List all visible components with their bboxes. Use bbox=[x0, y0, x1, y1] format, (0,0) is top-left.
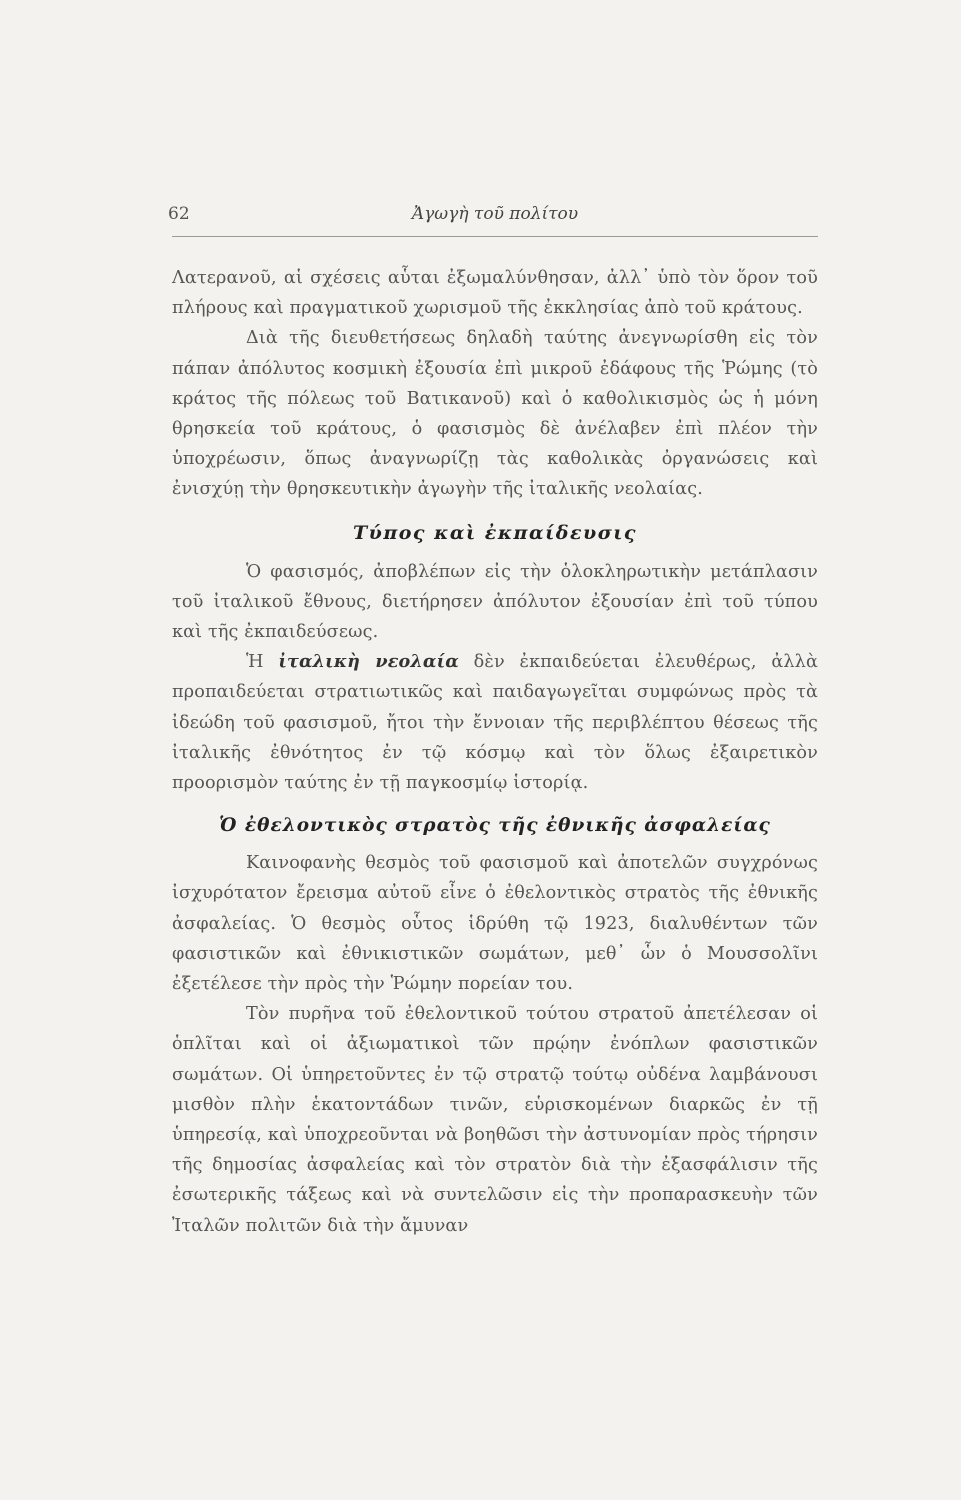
page-number: 62 bbox=[168, 204, 190, 224]
page-header bbox=[168, 196, 818, 237]
paragraph-militia-duties: Τὸν πυρῆνα τοῦ ἐθελοντικοῦ τούτου στρατοῦ ἀπετέλεσαν οἱ ὁπλῖται καὶ οἱ ἀξιωματικοὶ τῶν πρῴην ἐνόπλων φασιστικῶν σωμάτων. Οἱ ὑπηρετοῦντες ἐν τῷ στρατῷ τούτῳ οὐδένα λαμβάνουσι μισθὸν πλὴν ἑκατοντάδων τινῶν, εὑρισκομένων διαρκῶς ἐν τῇ ὑπηρεσίᾳ, καὶ ὑποχρεοῦνται νὰ βοηθῶσι τὴν ἀστυνομίαν πρὸς τήρησιν τῆς δημοσίας ἀσφαλείας καὶ τὸν στρατὸν διὰ τὴν ἐξασφάλισιν τῆς ἐσωτερικῆς τάξεως καὶ νὰ συντελῶσιν εἰς τὴν προπαρασκευὴν τῶν Ἰταλῶν πολιτῶν διὰ τὴν ἄμυναν bbox=[172, 1004, 818, 1236]
section-heading-press-education: Τύπος καὶ ἐκπαίδευσις bbox=[353, 521, 637, 544]
paragraph-italian-youth bbox=[172, 647, 818, 798]
paragraph-press-control: Ὁ φασισμός, ἀποβλέπων εἰς τὴν ὁλοκληρωτικὴν μετάπλασιν τοῦ ἰταλικοῦ ἔθνους, διετήρησεν ἀπόλυτον ἐξουσίαν ἐπὶ τοῦ τύπου καὶ τῆς ἐκπαιδεύσεως. bbox=[172, 561, 818, 643]
book-page bbox=[168, 196, 818, 1241]
paragraph-militia-founding: Καινοφανὴς θεσμὸς τοῦ φασισμοῦ καὶ ἀποτελῶν συγχρόνως ἰσχυρότατον ἔρεισμα αὐτοῦ εἶνε ὁ ἐθελοντικὸς στρατὸς τῆς ἐθνικῆς ἀσφαλείας. Ὁ θεσμὸς οὗτος ἱδρύθη τῷ 1923, διαλυθέντων τῶν φασιστικῶν καὶ ἐθνικιστικῶν σωμάτων, μεθ᾿ ὧν ὁ Μουσσολῖνι ἐξετέλεσε τὴν πρὸς τὴν Ῥώμην πορείαν του. bbox=[172, 853, 818, 995]
page-body bbox=[172, 263, 818, 1241]
italian-youth-text: δὲν ἐκπαιδεύεται ἐλευθέρως, ἀλλὰ προπαιδεύεται στρατιωτικῶς καὶ παιδαγωγεῖται συμφώνως πρὸς τὰ ἰδεώδη τοῦ φασισμοῦ, ἤτοι τὴν ἔννοιαν τῆς περιβλέπτου θέσεως τῆς ἰταλικῆς ἐθνότητος ἐν τῷ κόσμῳ καὶ τὸν ὅλως ἐξαιρετικὸν προορισμὸν ταύτης ἐν τῇ παγκοσμίῳ ἱστορίᾳ. bbox=[172, 652, 818, 794]
italian-youth-article: Ἡ bbox=[246, 652, 264, 673]
section-heading-volunteer-army: Ὁ ἐθελοντικὸς στρατὸς τῆς ἐθνικῆς ἀσφαλείας bbox=[219, 815, 771, 837]
running-title: Ἀγωγὴ τοῦ πολίτου bbox=[411, 204, 579, 224]
paragraph-lateran-continuation: Λατερανοῦ, αἱ σχέσεις αὗται ἐξωμαλύνθησαν, ἀλλ᾿ ὑπὸ τὸν ὅρον τοῦ πλήρους καὶ πραγματικοῦ χωρισμοῦ τῆς ἐκκλησίας ἀπὸ τοῦ κράτους. bbox=[172, 268, 818, 319]
italian-youth-emphasis: ἰταλικὴ νεολαία bbox=[278, 651, 459, 673]
paragraph-vatican-settlement: Διὰ τῆς διευθετήσεως δηλαδὴ ταύτης ἀνεγνωρίσθη εἰς τὸν πάπαν ἀπόλυτος κοσμικὴ ἐξουσία ἐπὶ μικροῦ ἐδάφους τῆς Ῥώμης (τὸ κράτος τῆς πόλεως τοῦ Βατικανοῦ) καὶ ὁ καθολικισμὸς ὡς ἡ μόνη θρησκεία τοῦ κράτους, ὁ φασισμὸς δὲ ἀνέλαβεν ἐπὶ πλέον τὴν ὑποχρέωσιν, ὅπως ἀναγνωρίζῃ τὰς καθολικὰς ὀργανώσεις καὶ ἐνισχύῃ τὴν θρησκευτικὴν ἀγωγὴν τῆς ἰταλικῆς νεολαίας. bbox=[172, 328, 818, 500]
